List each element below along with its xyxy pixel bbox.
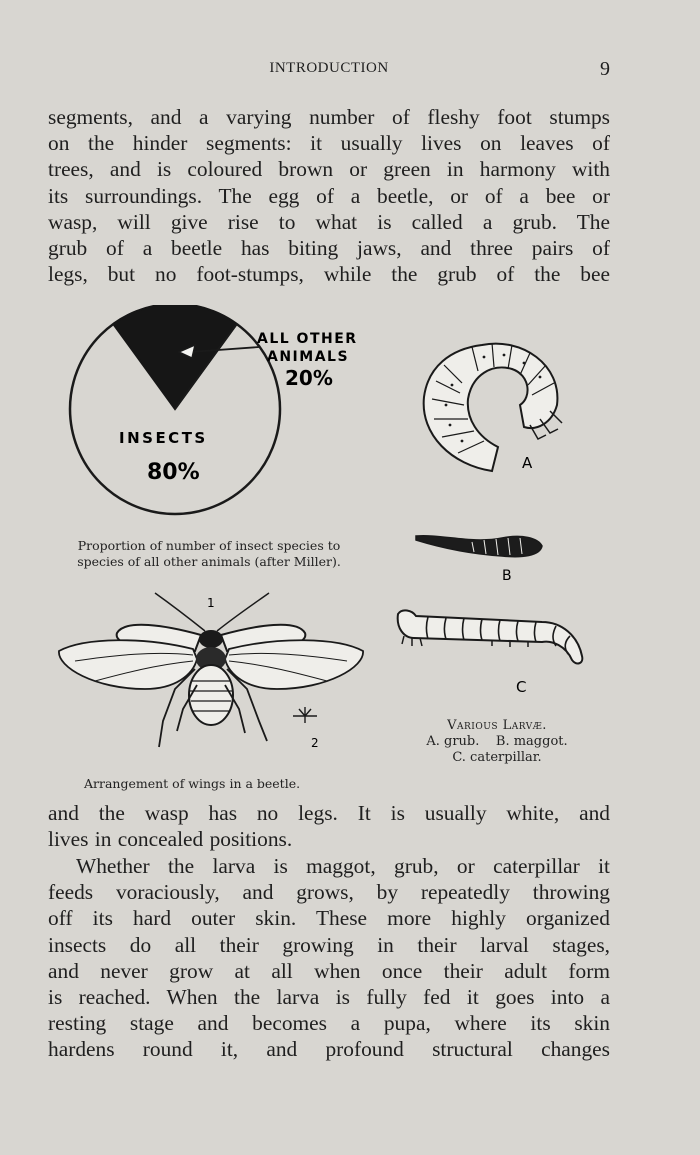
text-line: segments, and a varying number of fleshy foot stumps	[48, 105, 610, 129]
running-title: INTRODUCTION	[269, 60, 389, 76]
text-line: its surroundings. The egg of a beetle, or of a bee or	[48, 183, 610, 208]
text-line: lives in concealed positions.	[48, 827, 293, 852]
beetle-label-1: 1	[207, 596, 215, 610]
paragraph-continuation	[48, 800, 610, 852]
pie-caption	[46, 538, 372, 570]
pie-caption-line: Proportion of number of insect species to	[77, 538, 341, 553]
larva-label-c: C	[516, 678, 527, 696]
caterpillar-body	[398, 610, 583, 663]
pie-chart-figure	[55, 305, 385, 525]
text-line: trees, and is coloured brown or green in harmony with	[48, 157, 610, 182]
label-insects: INSECTS	[119, 429, 208, 447]
text-line: wasp, will give rise to what is called a grub. The	[48, 209, 610, 234]
text-line: resting stage and becomes a pupa, where its skin	[48, 1011, 610, 1036]
text-line: and the wasp has no legs. It is usually white, and	[48, 801, 610, 825]
text-line: on the hinder segments: it usually lives on leaves of	[48, 131, 610, 156]
beetle-head	[199, 630, 223, 648]
paragraph-larva	[48, 853, 610, 1063]
larva-label-b: B	[502, 568, 512, 584]
label-all-other: ALL OTHER	[257, 331, 358, 347]
left-hind-wing	[59, 640, 197, 689]
text-line: and never grow at all when once their adult form	[48, 958, 610, 983]
beetle-abdomen	[189, 665, 233, 725]
page-number: 9	[600, 58, 610, 80]
beetle-caption: Arrangement of wings in a beetle.	[84, 776, 301, 791]
value-other-animals: 20%	[285, 366, 333, 390]
larvae-caption-line: A. grub. B. maggot.	[426, 734, 568, 749]
larvae-caption-line: C. caterpillar.	[452, 750, 542, 765]
larvae-caption-title: Various Larvæ.	[447, 718, 547, 733]
right-hind-wing	[225, 640, 363, 689]
text-line: is reached. When the larva is fully fed it goes into a	[48, 985, 610, 1010]
larvae-caption	[398, 718, 596, 766]
label-animals: ANIMALS	[267, 349, 350, 365]
text-line: off its hard outer skin. These more highly organized	[48, 906, 610, 931]
caterpillar-larva-figure	[392, 600, 592, 698]
value-insects: 80%	[147, 460, 200, 485]
text-line: insects do all their growing in their larval stages,	[48, 932, 610, 957]
scale-mark	[293, 707, 317, 723]
text-line: grub of a beetle has biting jaws, and three pairs of	[48, 236, 610, 261]
running-head	[48, 60, 610, 84]
pie-slice-other-animals	[113, 305, 236, 409]
maggot-body	[416, 536, 542, 557]
paragraph-top	[48, 104, 610, 287]
pie-caption-line: species of all other animals (after Miller).	[77, 554, 341, 569]
beetle-label-2: 2	[311, 736, 319, 750]
larva-label-a: A	[522, 454, 533, 472]
grub-body	[424, 344, 558, 471]
text-line: feeds voraciously, and grows, by repeatedly throwing	[48, 880, 610, 905]
beetle-wings-figure	[55, 585, 367, 763]
text-line: hardens round it, and profound structural changes	[48, 1037, 610, 1062]
text-line: Whether the larva is maggot, grub, or caterpillar it	[76, 854, 610, 878]
grub-larva-figure	[412, 335, 572, 475]
maggot-larva-figure	[412, 524, 552, 586]
text-line: legs, but no foot-stumps, while the grub of the bee	[48, 262, 610, 287]
